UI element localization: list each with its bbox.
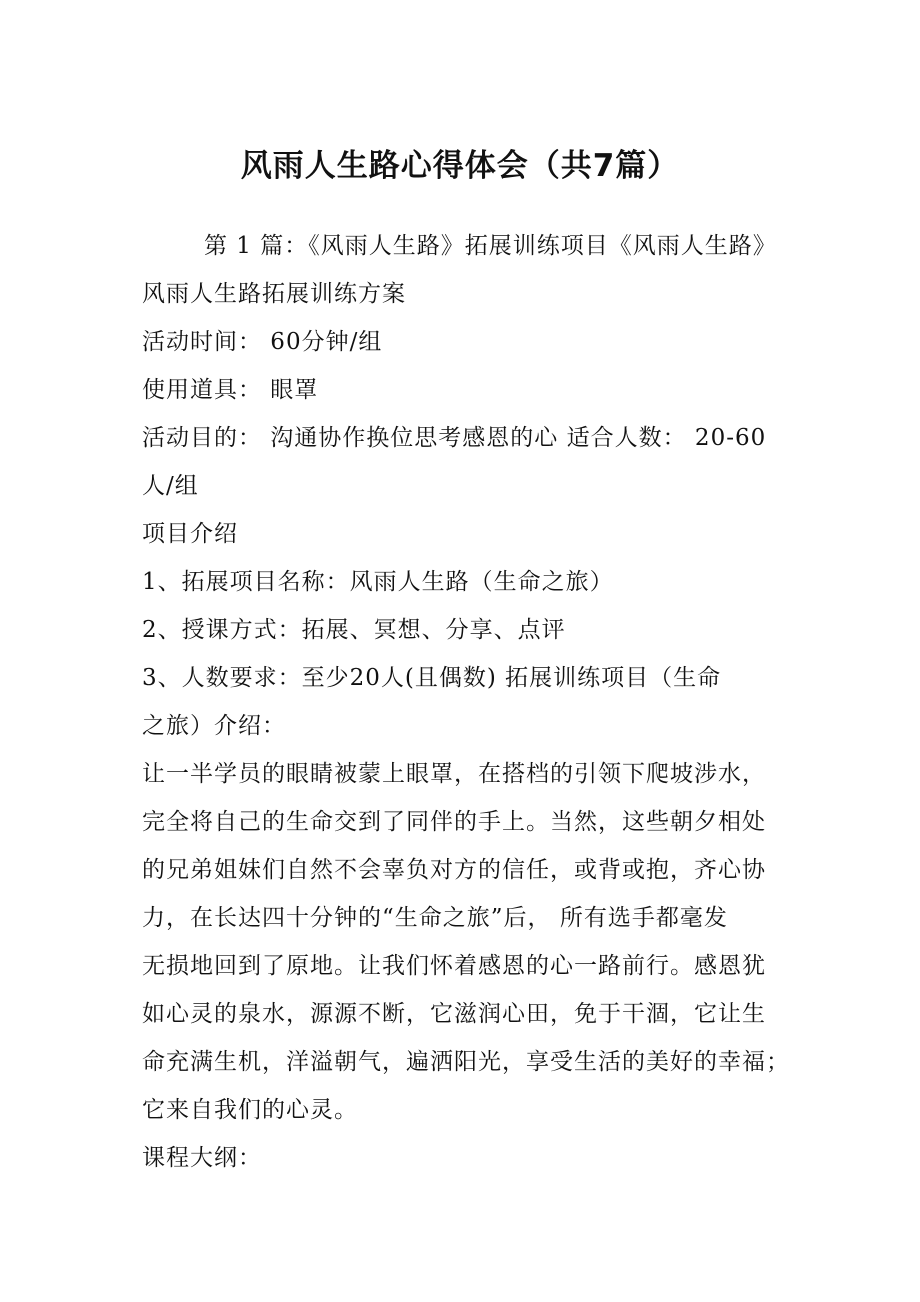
body-line: 活动目的： 沟通协作换位思考感恩的心 适合人数： 20-60	[142, 425, 767, 451]
body-line: 风雨人生路拓展训练方案	[142, 281, 406, 307]
body-line: 让一半学员的眼睛被蒙上眼罩，在搭档的引领下爬坡涉水，	[142, 761, 766, 787]
body-line: 项目介绍	[142, 521, 238, 547]
body-line: 1、拓展项目名称：风雨人生路（生命之旅）	[142, 569, 614, 595]
body-line: 它来自我们的心灵。	[142, 1097, 358, 1123]
body-line: 的兄弟姐妹们自然不会辜负对方的信任，或背或抱，齐心协	[142, 857, 766, 883]
body-line: 人/组	[142, 473, 199, 499]
section-heading-line: 第 1 篇：《风雨人生路》拓展训练项目《风雨人生路》	[204, 233, 777, 259]
body-line: 如心灵的泉水，源源不断，它滋润心田，免于干涸，它让生	[142, 1001, 766, 1027]
body-line: 3、人数要求：至少20人(且偶数) 拓展训练项目（生命	[142, 665, 722, 691]
body-line: 力，在长达四十分钟的“生命之旅”后， 所有选手都毫发	[142, 905, 728, 931]
body-line: 之旅）介绍：	[142, 713, 286, 739]
body-line: 2、授课方式：拓展、冥想、分享、点评	[142, 617, 566, 643]
document-body	[142, 222, 792, 1182]
body-line: 无损地回到了原地。让我们怀着感恩的心一路前行。感恩犹	[142, 953, 766, 979]
body-line: 完全将自己的生命交到了同伴的手上。当然，这些朝夕相处	[142, 809, 766, 835]
body-line: 命充满生机，洋溢朝气，遍洒阳光，享受生活的美好的幸福；	[142, 1049, 790, 1075]
body-line: 课程大纲：	[142, 1145, 262, 1171]
body-line: 活动时间： 60分钟/组	[142, 329, 383, 355]
body-line: 使用道具： 眼罩	[142, 377, 319, 403]
document-title: 风雨人生路心得体会（共7篇）	[240, 148, 680, 184]
